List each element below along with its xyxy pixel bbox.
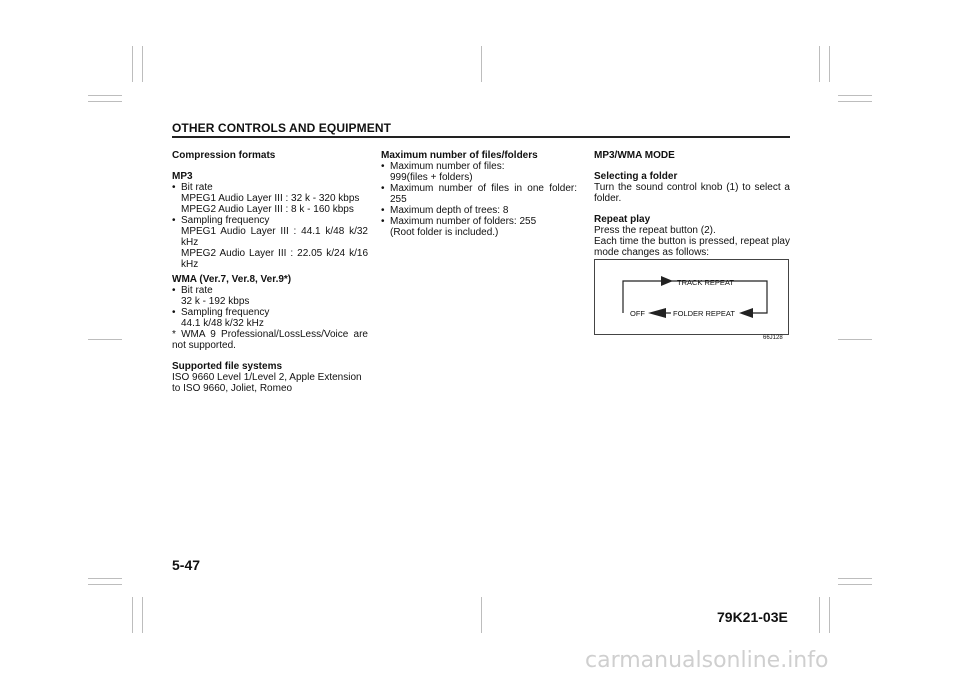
crop-mark [142, 597, 143, 633]
crop-mark [88, 101, 122, 102]
crop-mark [132, 597, 133, 633]
arrow-right-icon [661, 276, 673, 286]
repeat-play-text: Press the repeat button (2). [594, 225, 716, 236]
compression-formats-heading: Compression formats [172, 150, 276, 161]
bullet-text: • Bit rate [181, 182, 213, 193]
list-item [381, 205, 577, 216]
bullet-text: • Sampling frequency [181, 215, 270, 226]
list-item [172, 215, 368, 270]
list-item [381, 183, 577, 205]
document-code: 79K21-03E [717, 609, 788, 625]
bullet-text: • Sampling frequency [181, 307, 270, 318]
section-title: OTHER CONTROLS AND EQUIPMENT [172, 121, 392, 135]
crop-mark [838, 339, 872, 340]
page-number: 5-47 [172, 557, 201, 573]
crop-mark [829, 46, 830, 82]
selecting-folder-text: Turn the sound control knob (1) to select a folder. [594, 182, 790, 204]
crop-mark [88, 578, 122, 579]
crop-mark [142, 46, 143, 82]
bullet-subline: MPEG1 Audio Layer III : 44.1 k/48 k/32 kHz [181, 226, 368, 248]
column-compression-formats [172, 150, 368, 394]
figure-code: 66J128 [763, 335, 783, 341]
repeat-mode-diagram [594, 259, 789, 335]
mp3-list [172, 182, 368, 270]
crop-mark [838, 578, 872, 579]
crop-mark [838, 101, 872, 102]
repeat-mode-cycle [595, 260, 788, 334]
arrow-left-icon [739, 308, 753, 318]
max-files-list [381, 161, 577, 238]
repeat-play-heading: Repeat play [594, 214, 651, 225]
label-track-repeat: TRACK REPEAT [677, 278, 734, 287]
crop-mark [819, 597, 820, 633]
wma-list [172, 285, 368, 329]
watermark: carmanualsonline.info [585, 648, 829, 673]
bullet-text: • Maximum depth of trees: 8 [390, 205, 509, 216]
header-rule [172, 136, 790, 138]
list-item [172, 182, 368, 215]
selecting-folder-heading: Selecting a folder [594, 171, 678, 182]
bullet-subline: 32 k - 192 kbps [181, 296, 250, 307]
repeat-play-text: Each time the button is pressed, repeat play mode changes as follows: [594, 236, 790, 258]
wma-heading: WMA (Ver.7, Ver.8, Ver.9*) [172, 274, 292, 285]
bullet-text: • Maximum number of folders: 255 [390, 216, 537, 227]
label-folder-repeat: FOLDER REPEAT [673, 309, 735, 318]
bullet-subline: MPEG2 Audio Layer III : 8 k - 160 kbps [181, 204, 354, 215]
mp3-wma-mode-heading: MP3/WMA MODE [594, 150, 675, 161]
bullet-subline: MPEG2 Audio Layer III : 22.05 k/24 k/16 kHz [181, 248, 368, 270]
bullet-subline: 44.1 k/48 k/32 kHz [181, 318, 264, 329]
bullet-text: • Bit rate [181, 285, 213, 296]
bullet-text: • Maximum number of files in one folder: 255 [390, 183, 577, 205]
list-item [172, 285, 368, 307]
bullet-subline: (Root folder is included.) [390, 227, 499, 238]
crop-mark [88, 95, 122, 96]
bullet-subline: MPEG1 Audio Layer III : 32 k - 320 kbps [181, 193, 360, 204]
list-item [381, 216, 577, 238]
crop-mark [88, 584, 122, 585]
column-mp3-wma-mode [594, 150, 790, 258]
list-item [381, 161, 577, 183]
bullet-text: • Maximum number of files: [390, 161, 505, 172]
crop-mark [819, 46, 820, 82]
crop-mark [838, 95, 872, 96]
label-off: OFF [630, 309, 645, 318]
crop-mark [88, 339, 122, 340]
arrow-left-icon [648, 308, 666, 318]
crop-mark [481, 597, 482, 633]
wma-note: * WMA 9 Professional/LossLess/Voice are not supported. [172, 329, 368, 351]
column-max-files [381, 150, 577, 238]
crop-mark [838, 584, 872, 585]
crop-mark [132, 46, 133, 82]
file-systems-heading: Supported file systems [172, 361, 283, 372]
mp3-heading: MP3 [172, 171, 193, 182]
crop-mark [829, 597, 830, 633]
list-item [172, 307, 368, 329]
max-files-heading: Maximum number of files/folders [381, 150, 538, 161]
bullet-subline: 999(files + folders) [390, 172, 473, 183]
crop-mark [481, 46, 482, 82]
file-systems-text: ISO 9660 Level 1/Level 2, Apple Extension to ISO 9660, Joliet, Romeo [172, 372, 362, 394]
